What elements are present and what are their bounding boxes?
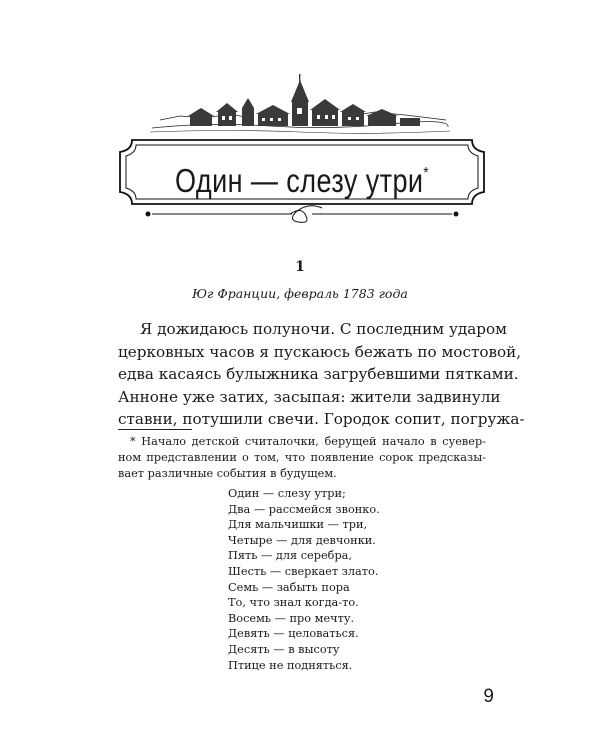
chapter-title [146,146,458,202]
page-number: 9 [483,686,494,707]
town-skyline-illustration [150,72,450,138]
poem-verse: Для мальчишки — три, [228,518,368,532]
footnote-line: ном представлении о том, что появление сорок предсказы- [118,451,486,464]
footnote-line: * Начало детской считалочки, берущей начало в суевер- [130,435,486,448]
body-line: церковных часов я пускаюсь бежать по мостовой, [118,342,522,361]
poem-verse: Птице не подняться. [228,658,353,672]
body-line: едва касаясь булыжника загрубевшими пятками. [118,365,519,383]
body-paragraph [118,318,525,431]
poem-verse: Шесть — сверкает злато. [228,564,379,578]
poem-verse: Восемь — про мечту. [228,611,355,625]
section-number: 1 [295,259,305,275]
poem-verse: Два — рассмейся звонко. [228,502,380,516]
poem-verse: То, что знал когда-то. [228,596,359,610]
footnote-poem [228,486,380,673]
poem-verse: Один — слезу утри; [228,487,346,500]
body-line: ставни, потушили свечи. Городок сопит, погружа- [118,410,525,428]
footnote-divider [118,429,192,430]
poem-verse: Десять — в высоту [228,642,340,656]
body-line: Анноне уже затих, засыпая: жители задвинули [118,387,501,406]
poem-verse: Четыре — для девчонки. [228,533,376,547]
dateline: Юг Франции, февраль 1783 года [192,286,408,301]
poem-verse: Девять — целоваться. [228,627,359,641]
poem-verse: Семь — забыть пора [228,580,350,594]
body-line: Я дожидаюсь полуночи. С последним ударом [140,320,507,338]
footnote-line: вает различные события в будущем. [118,467,337,480]
footnote [118,434,486,482]
chapter-title-text: Один — слезу утри [175,162,424,199]
footnote-marker: * [423,165,429,182]
poem-verse: Пять — для серебра, [228,549,352,563]
